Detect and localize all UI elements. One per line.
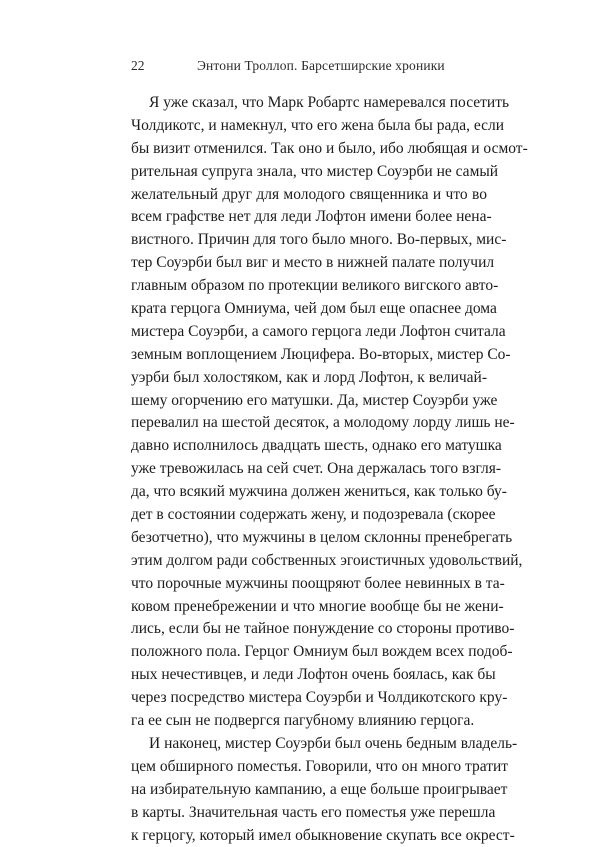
text-line: бы визит отменился. Так оно и было, ибо любящая и осмот- [131, 138, 487, 161]
text-line: в карты. Значительная часть его поместья уже перешла [131, 802, 487, 825]
running-title: Энтони Троллоп. Барсетширские хроники [197, 58, 445, 74]
text-line: Я уже сказал, что Марк Робартс намеревался посетить [131, 92, 487, 115]
text-line: к герцогу, который имел обыкновение скупать все окрест- [131, 825, 487, 847]
text-line: всем графстве нет для леди Лофтон имени более нена- [131, 206, 487, 229]
text-line: что порочные мужчины поощряют более невинных в та- [131, 573, 487, 596]
text-line: этим долгом ради собственных эгоистичных удовольствий, [131, 550, 487, 573]
page-number: 22 [131, 58, 145, 74]
text-line: ковом пренебрежении и что многие вообще бы не жени- [131, 596, 487, 619]
text-line: дет в состоянии содержать жену, и подозревала (скорее [131, 504, 487, 527]
text-line: да, что всякий мужчина должен жениться, как только бу- [131, 481, 487, 504]
running-head [131, 58, 487, 78]
text-line: уже тревожилась на сей счет. Она держалась того взгля- [131, 458, 487, 481]
text-line: цем обширного поместья. Говорили, что он много тратит [131, 756, 487, 779]
text-line: ных нечестивцев, и леди Лофтон очень боялась, как бы [131, 664, 487, 687]
text-line: Чолдикотс, и намекнул, что его жена была бы рада, если [131, 115, 487, 138]
text-line: И наконец, мистер Соуэрби был очень бедным владель- [131, 733, 487, 756]
text-line: га ее сын не подвергся пагубному влиянию герцога. [131, 710, 487, 733]
text-line: лись, если бы не тайное понуждение со стороны противо- [131, 618, 487, 641]
text-line: главным образом по протекции великого вигского авто- [131, 275, 487, 298]
text-line: желательный друг для молодого священника и что во [131, 184, 487, 207]
text-line: безотчетно), что мужчины в целом склонны пренебрегать [131, 527, 487, 550]
body-text [131, 92, 487, 847]
text-line: на избирательную кампанию, а еще больше проигрывает [131, 779, 487, 802]
text-line: вистного. Причин для того было много. Во-первых, мис- [131, 229, 487, 252]
text-line: мистера Соуэрби, а самого герцога леди Лофтон считала [131, 321, 487, 344]
text-line: уэрби был холостяком, как и лорд Лофтон, к величай- [131, 367, 487, 390]
text-line: земным воплощением Люцифера. Во-вторых, мистер Со- [131, 344, 487, 367]
text-line: перевалил на шестой десяток, а молодому лорду лишь не- [131, 412, 487, 435]
paragraph-1 [131, 92, 487, 733]
text-line: тер Соуэрби был виг и место в нижней палате получил [131, 252, 487, 275]
text-line: шему огорчению его матушки. Да, мистер Соуэрби уже [131, 390, 487, 413]
text-line: положного пола. Герцог Омниум был вождем всех подоб- [131, 641, 487, 664]
text-line: через посредство мистера Соуэрби и Чолдикотского кру- [131, 687, 487, 710]
text-line: давно исполнилось двадцать шесть, однако его матушка [131, 435, 487, 458]
text-line: крата герцога Омниума, чей дом был еще опаснее дома [131, 298, 487, 321]
paragraph-2 [131, 733, 487, 847]
text-line: рительная супруга знала, что мистер Соуэрби не самый [131, 161, 487, 184]
